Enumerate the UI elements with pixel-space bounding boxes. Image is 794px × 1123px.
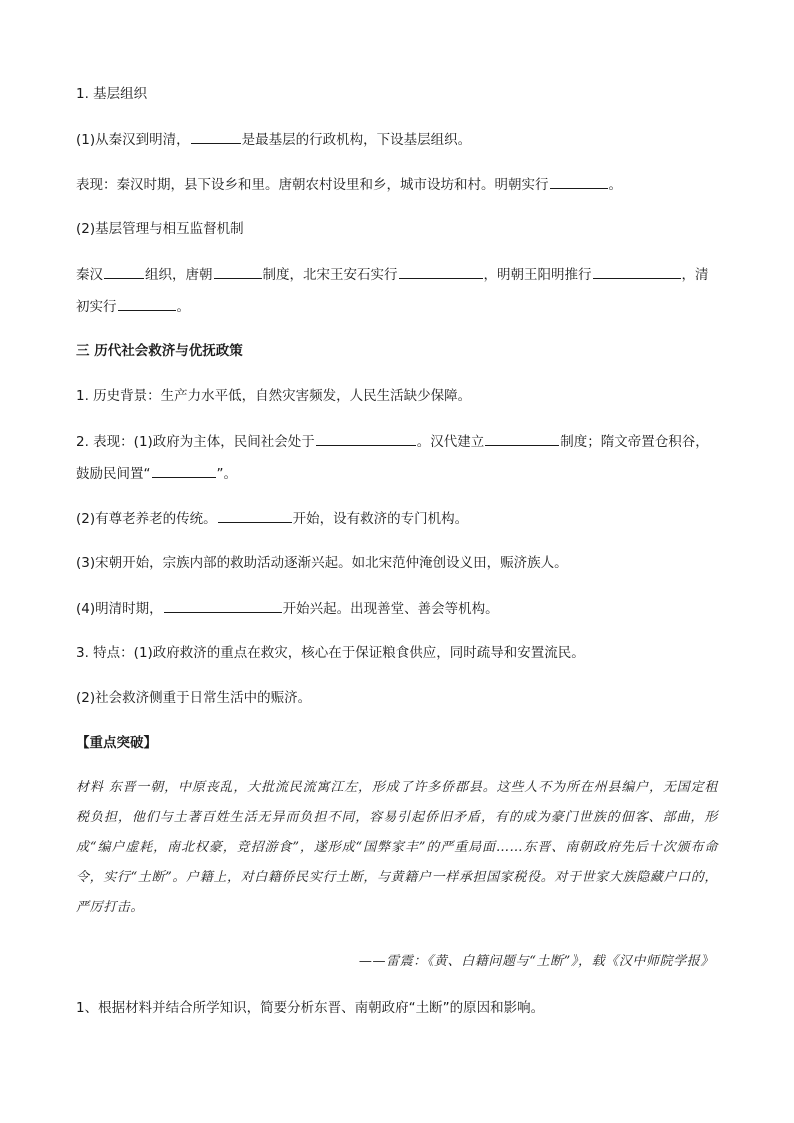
fill-blank[interactable] [118, 296, 176, 311]
fill-blank[interactable] [399, 264, 483, 279]
subheading-supervision: (2)基层管理与相互监督机制 [76, 221, 244, 237]
paragraph-ming-qing: (4)明清时期， 开始兴起。出现善堂、善会等机构。 [76, 598, 499, 619]
paragraph-manifestation: 表现：秦汉时期，县下设乡和里。唐朝农村设里和乡，城市设坊和村。明朝实行 。 [76, 174, 622, 195]
paragraph-basic-admin: (1)从秦汉到明清， 是最基层的行政机构，下设基层组织。 [76, 129, 471, 150]
section-basic-org-title: 1. 基层组织 [76, 86, 148, 102]
paragraph-song-clan: (3)宋朝开始，宗族内部的救助活动逐渐兴起。如北宋范仲淹创设义田，赈济族人。 [76, 555, 568, 571]
question-1: 1、根据材料并结合所学知识，简要分析东晋、南朝政府“土断”的原因和影响。 [76, 1000, 545, 1016]
material-paragraph: 材料 东晋一朝，中原丧乱，大批流民流寓江左，形成了许多侨郡县。这些人不为所在州县编户，无国定租税负担，他们与土著百姓生活无异而负担不同，容易引起侨旧矛盾，有的成为豪门世族的佃客、部曲，形成“编户虚耗，南北权豪，竞招游食”，遂形成“国弊家丰”的严重局面……东晋、南朝政府先后十次颁布命令，实行“土断”。户籍上，对白籍侨民实行土断，与黄籍户一样承担国家税役。对于世家大族隐藏户口的，严厉打击。 [76, 780, 718, 915]
fill-blank[interactable] [191, 129, 241, 144]
paragraph-features: 3. 特点：(1)政府救济的重点在救灾，核心在于保证粮食供应，同时疏导和安置流民。 [76, 645, 585, 661]
paragraph-supervision-line1: 秦汉 组织，唐朝 制度，北宋王安石实行 ，明朝王阳明推行 ，清 [76, 264, 709, 285]
fill-blank[interactable] [593, 264, 681, 279]
fill-blank[interactable] [214, 264, 262, 279]
focus-heading: 【重点突破】 [76, 735, 157, 751]
paragraph-background: 1. 历史背景：生产力水平低，自然灾害频发，人民生活缺少保障。 [76, 388, 472, 404]
fill-blank[interactable] [164, 598, 282, 613]
paragraph-features-2: (2)社会救济侧重于日常生活中的赈济。 [76, 690, 312, 706]
paragraph-manifestation-2-line2: 鼓励民间置“ ”。 [76, 463, 237, 484]
fill-blank[interactable] [104, 264, 144, 279]
fill-blank[interactable] [218, 508, 292, 523]
fill-blank[interactable] [316, 431, 416, 446]
fill-blank[interactable] [485, 431, 559, 446]
paragraph-elderly: (2)有尊老养老的传统。 开始，设有救济的专门机构。 [76, 508, 468, 529]
paragraph-manifestation-2-line1: 2. 表现：(1)政府为主体，民间社会处于 。汉代建立 制度；隋文帝置仓积谷， [76, 431, 709, 452]
paragraph-supervision-line2: 初实行 。 [76, 296, 190, 317]
material-citation: ——雷震：《黄、白籍问题与“土断”》，载《汉中师院学报》 [358, 954, 714, 969]
fill-blank[interactable] [152, 463, 216, 478]
fill-blank[interactable] [550, 174, 608, 189]
section-relief-heading: 三 历代社会救济与优抚政策 [76, 343, 243, 359]
